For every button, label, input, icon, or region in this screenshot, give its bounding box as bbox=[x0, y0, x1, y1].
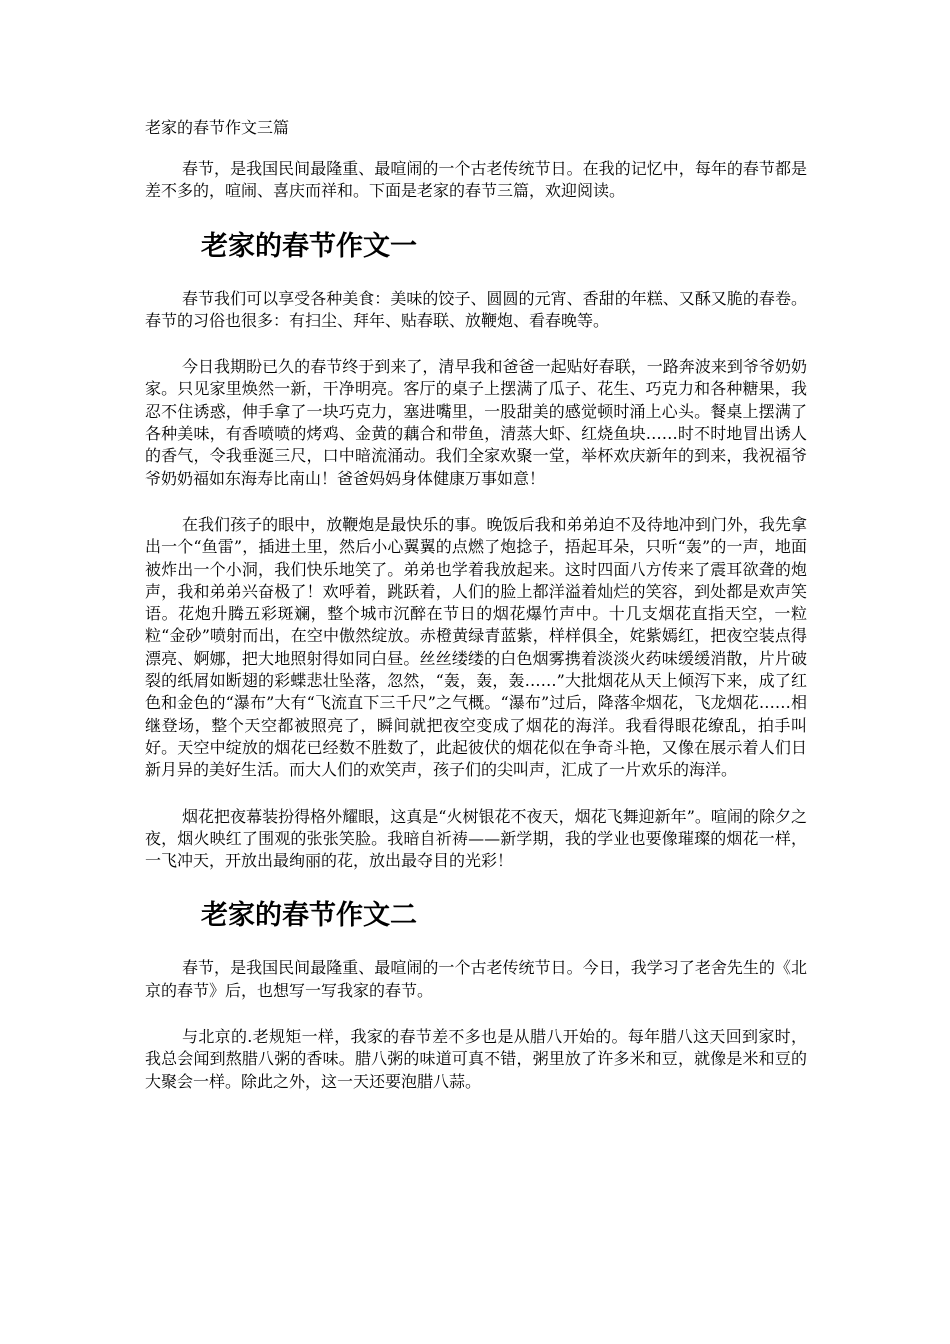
intro-paragraph: 春节，是我国民间最隆重、最喧闹的一个古老传统节日。在我的记忆中，每年的春节都是差不多的，喧闹、喜庆而祥和。下面是老家的春节三篇，欢迎阅读。 bbox=[145, 159, 807, 201]
paragraph: 今日我期盼已久的春节终于到来了，清早我和爸爸一起贴好春联，一路奔波来到爷爷奶奶家。只见家里焕然一新，干净明亮。客厅的桌子上摆满了瓜子、花生、巧克力和各种糖果，我忍不住诱惑，伸手拿了一块巧克力，塞进嘴里，一股甜美的感觉顿时涌上心头。餐桌上摆满了各种美味，有香喷喷的烤鸡、金黄的藕合和带鱼，清蒸大虾、红烧鱼块……时不时地冒出诱人的香气，令我垂涎三尺，口中暗流涌动。我们全家欢聚一堂，举杯欢庆新年的到来，我祝福爷爷奶奶福如东海寿比南山！爸爸妈妈身体健康万事如意！ bbox=[145, 357, 807, 488]
essay-section-2 bbox=[145, 896, 807, 1092]
paragraph: 与北京的.老规矩一样，我家的春节差不多也是从腊八开始的。每年腊八这天回到家时，我总会闻到熬腊八粥的香味。腊八粥的味道可真不错，粥里放了许多米和豆，就像是米和豆的大聚会一样。除此之外，这一天还要泡腊八蒜。 bbox=[145, 1027, 807, 1091]
paragraph: 春节，是我国民间最隆重、最喧闹的一个古老传统节日。今日，我学习了老舍先生的《北京的春节》后，也想写一写我家的春节。 bbox=[145, 958, 807, 1000]
paragraph: 在我们孩子的眼中，放鞭炮是最快乐的事。晚饭后我和弟弟迫不及待地冲到门外，我先拿出一个“鱼雷”，插进土里，然后小心翼翼的点燃了炮捻子，捂起耳朵，只听“轰”的一声，地面被炸出一个小洞，我们快乐地笑了。弟弟也学着我放起来。这时四面八方传来了震耳欲聋的炮声，我和弟弟兴奋极了！欢呼着，跳跃着，人们的脸上都洋溢着灿烂的笑容，到处都是欢声笑语。花炮升腾五彩斑斓，整个城市沉醉在节日的烟花爆竹声中。十几支烟花直指天空，一粒粒“金砂”喷射而出，在空中傲然绽放。赤橙黄绿青蓝紫，样样俱全，姹紫嫣红，把夜空装点得漂亮、婀娜，把大地照射得如同白昼。丝丝缕缕的白色烟雾携着淡淡火药味缓缓消散，片片破裂的纸屑如断翅的彩蝶悲壮坠落，忽然，“轰，轰，轰……”大批烟花从天上倾泻下来，成了红色和金色的“瀑布”大有“飞流直下三千尺”之气概。“瀑布”过后，降落伞烟花，飞龙烟花……相继登场，整个天空都被照亮了，瞬间就把夜空变成了烟花的海洋。我看得眼花缭乱，拍手叫好。天空中绽放的烟花已经数不胜数了，此起彼伏的烟花似在争奇斗艳，又像在展示着人们日新月异的美好生活。而大人们的欢笑声，孩子们的尖叫声，汇成了一片欢乐的海洋。 bbox=[145, 514, 807, 780]
paragraph: 烟花把夜幕装扮得格外耀眼，这真是“火树银花不夜天，烟花飞舞迎新年”。喧闹的除夕之夜，烟火映红了围观的张张笑脸。我暗自祈祷——新学期，我的学业也要像璀璨的烟花一样，一飞冲天，开放出最绚丽的花，放出最夺目的光彩！ bbox=[145, 806, 807, 871]
section-heading: 老家的春节作文二 bbox=[201, 900, 417, 932]
essay-section-1 bbox=[145, 227, 807, 873]
paragraph: 春节我们可以享受各种美食：美味的饺子、圆圆的元宵、香甜的年糕、又酥又脆的春卷。春节的习俗也很多：有扫尘、拜年、贴春联、放鞭炮、看春晚等。 bbox=[145, 288, 807, 330]
document-title: 老家的春节作文三篇 bbox=[145, 118, 290, 137]
section-heading: 老家的春节作文一 bbox=[201, 230, 417, 262]
document-body bbox=[145, 158, 807, 1117]
